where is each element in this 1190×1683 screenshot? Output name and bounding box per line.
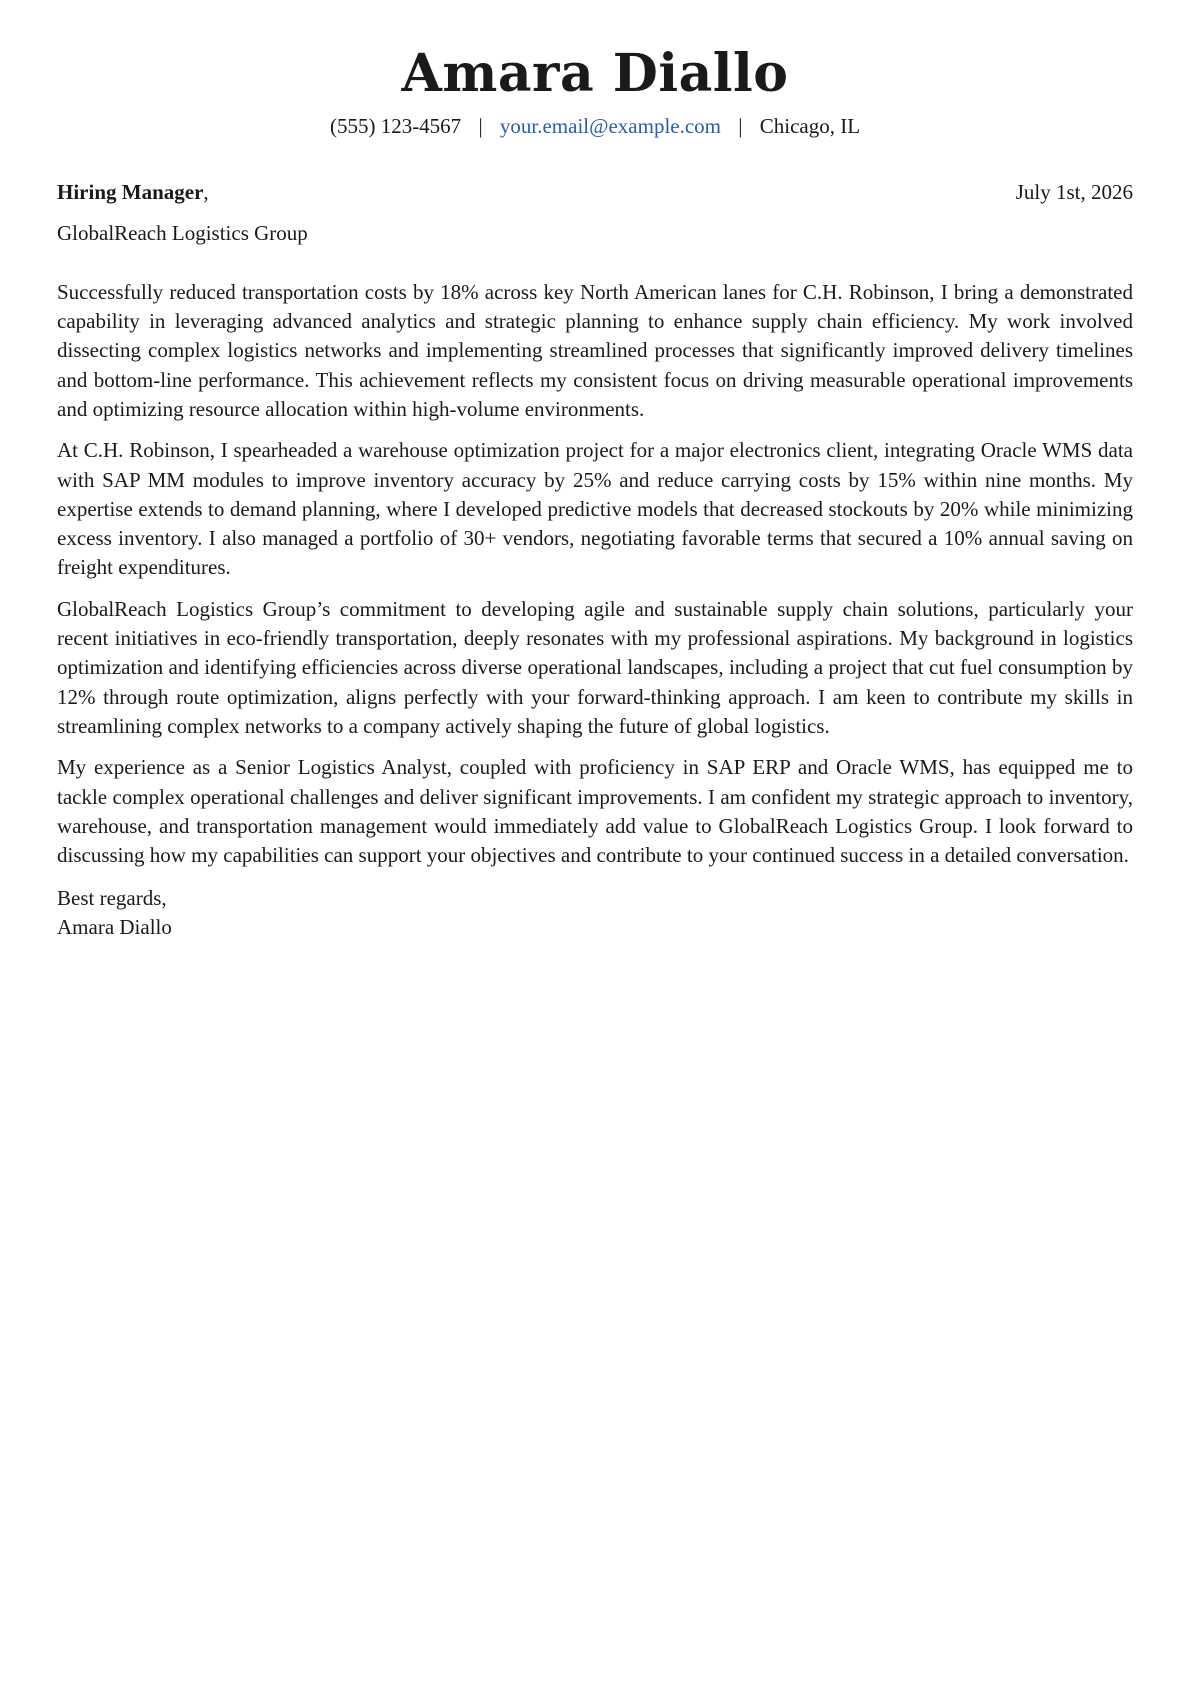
body-paragraph: My experience as a Senior Logistics Analyst, coupled with proficiency in SAP ERP and Oracle WMS, has equipped me to tackle complex operational challenges and deliver significant improvements. I am confident my strategic approach to inventory, warehouse, and transportation management would immediately add value to GlobalReach Logistics Group. I look forward to discussing how my capabilities can support your objectives and contribute to your continued success in a detailed conversation.	[57, 755, 1133, 868]
body-paragraph: Successfully reduced transportation costs by 18% across key North American lanes for C.H. Robinson, I bring a demonstrated capability in leveraging advanced analytics and strategic planning to enhance supply chain efficiency. My work involved dissecting complex logistics networks and implementing streamlined processes that significantly improved delivery timelines and bottom-line performance. This achievement reflects my consistent focus on driving measurable operational improvements and optimizing resource allocation within high-volume environments.	[57, 279, 1133, 421]
separator: |	[738, 114, 743, 138]
recipient-name: Hiring Manager	[57, 180, 204, 205]
separator: |	[478, 114, 483, 138]
recipient-date-row	[57, 179, 1133, 206]
closing-block	[57, 884, 1133, 942]
recipient	[57, 179, 209, 206]
phone-number: (555) 123-4567	[329, 114, 462, 138]
email-link[interactable]: your.email@example.com	[499, 114, 722, 138]
closing-phrase: Best regards,	[57, 886, 167, 911]
applicant-name: Amara Diallo	[401, 43, 789, 104]
letter-body	[57, 278, 1133, 871]
body-paragraph: GlobalReach Logistics Group’s commitment to developing agile and sustainable supply chain solutions, particularly your recent initiatives in eco-friendly transportation, deeply resonates with my professional aspirations. My background in logistics optimization and identifying efficiencies across diverse operational landscapes, including a project that cut fuel consumption by 12% through route optimization, aligns perfectly with your forward-thinking approach. I am keen to contribute my skills in streamlining complex networks to a company actively shaping the future of global logistics.	[57, 596, 1133, 738]
company-name: GlobalReach Logistics Group	[57, 221, 308, 246]
recipient-suffix: ,	[203, 180, 209, 205]
body-paragraph: At C.H. Robinson, I spearheaded a warehouse optimization project for a major electronics client, integrating Oracle WMS data with SAP MM modules to improve inventory accuracy by 25% and reduce carrying costs by 15% within nine months. My expertise extends to demand planning, where I developed predictive models that decreased stockouts by 20% while minimizing excess inventory. I also managed a portfolio of 30+ vendors, negotiating favorable terms that secured a 10% annual saving on freight expenditures.	[57, 438, 1133, 580]
signature-name: Amara Diallo	[57, 915, 172, 940]
contact-line	[57, 114, 1133, 139]
location: Chicago, IL	[759, 114, 861, 138]
letter-date: July 1st, 2026	[1015, 180, 1133, 205]
